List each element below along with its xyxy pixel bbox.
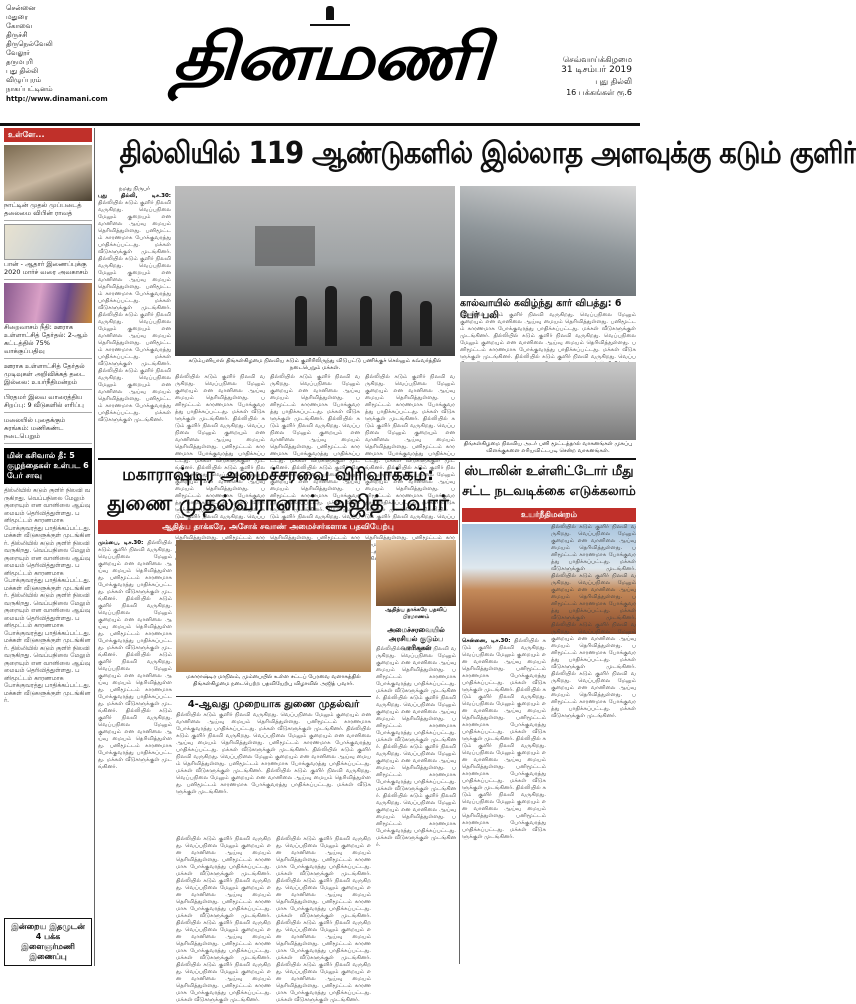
- fire-story-title[interactable]: மின் கசிவால் தீ: 5 குழந்தைகள் உள்பட 6 பேர் சாவு: [4, 448, 92, 484]
- foggy-road-caption: திங்கள்கிழமை நிலவிய அடர் பனி மூட்டத்தால் வாகனங்கள் முகப்பு விளக்குகளை எரியவிட்டபடி சென்ற வாகனங்கள்.: [463, 441, 633, 454]
- city: சென்னை: [6, 4, 36, 12]
- city: கோவை: [6, 22, 33, 30]
- dynasty-box-text: [376, 646, 456, 964]
- inside-item-text: சிறைவாசம் நீதி: ஊராக உள்ளாட்சித் தேர்தல்: 2-ஆம் கட்டத்தில் 75% வாக்குப்பதிவு: [4, 323, 88, 355]
- aadhaar-card-image: [4, 224, 92, 260]
- story-text: [551, 524, 636, 719]
- foggy-road-photo: [460, 362, 636, 440]
- inside-item-text: நாட்டின் முதல் முப்படைத் தலைமை விபின் ராவத்: [4, 201, 82, 217]
- voters-photo: [4, 283, 92, 323]
- stalin-dateline: சென்னை, டிச.30:: [462, 638, 511, 644]
- maha-col-1: [98, 540, 172, 964]
- logo-text: தினமணி: [171, 20, 489, 95]
- masthead-rule: [0, 123, 640, 126]
- maha-subhead-band: ஆதித்ய தாக்கரே, அசோக் சவாண் அமைச்சர்களாக பதவியேற்பு: [98, 520, 458, 534]
- main-story-text: [98, 200, 171, 423]
- oath-ceremony-photo: [176, 540, 371, 672]
- city: தருமபுரி: [6, 58, 33, 66]
- main-dateline: புது தில்லி, டிச.30:: [98, 193, 171, 199]
- date-block: [522, 54, 632, 98]
- photo-figure: [360, 296, 372, 346]
- main-story-col-1: [98, 186, 171, 456]
- inside-column: [4, 128, 92, 966]
- maha-text: [98, 540, 172, 770]
- photo-figure: [295, 296, 307, 346]
- inside-header: உள்ளே...: [4, 128, 92, 142]
- main-headline[interactable]: தில்லியில் 119 ஆண்டுகளில் இல்லாத அளவுக்கு கடும் குளிர்: [119, 136, 856, 171]
- stalin-col-1: [462, 638, 546, 964]
- general-photo: [4, 145, 92, 201]
- maha-headline[interactable]: துணை முதல்வரானார் அஜித் பவார்: [107, 491, 449, 515]
- inside-item[interactable]: [4, 359, 92, 390]
- maha-col-3: [276, 836, 371, 964]
- city: புது தில்லி: [6, 67, 39, 75]
- column-divider: [94, 128, 95, 966]
- issue-edition: புது தில்லி: [595, 77, 632, 86]
- photo-figure: [420, 301, 432, 346]
- maha-dateline: மும்பை, டிச.30:: [98, 540, 144, 546]
- stalin-text: [462, 638, 546, 840]
- city: திருநெல்வேலி: [6, 40, 53, 48]
- city: விழுப்புரம்: [6, 76, 42, 84]
- inside-item[interactable]: [4, 390, 92, 413]
- main-story-col-2: [175, 374, 265, 456]
- inside-item[interactable]: [4, 142, 92, 221]
- dynasty-box-title[interactable]: அமைச்சரவையில் அரசியல் குடும்ப வாரிசுகள்: [387, 626, 445, 652]
- story-text: [176, 836, 271, 1003]
- aditya-photo: [376, 540, 456, 606]
- photo-figure: [390, 291, 402, 346]
- maha-subheading: 4-ஆவது முறையாக துணை முதல்வர்: [176, 696, 371, 711]
- main-story-col-4: [365, 374, 455, 456]
- stalin-col-2: [551, 524, 636, 964]
- car-accident-body: [460, 312, 636, 360]
- issue-date: 31 டிசம்பர் 2019: [561, 65, 632, 75]
- fire-story-body: [4, 487, 92, 787]
- inside-item-text: மலையில் புதைக்கும் சுரங்கம்: மணிகண்ட நடைபெறும்: [4, 416, 66, 440]
- fog-photo: [175, 186, 455, 356]
- stalin-headline[interactable]: ஸ்டாலின் உள்ளிட்டோர் மீது சட்ட நடவடிக்கை எடுக்கலாம்: [462, 464, 636, 499]
- edition-cities: [6, 4, 108, 104]
- stalin-band: உயர்நீதிமன்றம்: [462, 508, 636, 522]
- inside-item-text: பிரதமர் இலவ வாரைத்திய சிறப்பு: 9 வீடுகளில் எரிப்பு: [4, 393, 84, 409]
- inside-item-text: பான் - ஆதார் இணைப்புக்கு 2020 மார்ச் வரை அவகாசம்: [4, 260, 88, 276]
- aditya-caption: ஆதித்ய தாக்கரே பதவிப் பிரமாணம்: [385, 607, 447, 620]
- maha-sub-text: [176, 712, 371, 832]
- column-divider: [459, 462, 460, 964]
- car-accident-photo: [460, 186, 636, 296]
- inside-item[interactable]: [4, 221, 92, 280]
- main-byline: நமது நிருபர்: [118, 186, 151, 192]
- issue-day: செவ்வாய்க்கிழமை: [562, 55, 632, 64]
- story-text: [176, 712, 371, 795]
- main-story-col-3: [270, 374, 360, 456]
- city: திருச்சி: [6, 31, 28, 39]
- website-link[interactable]: http://www.dinamani.com: [6, 95, 108, 103]
- car-accident-title[interactable]: கால்வாயில் கவிழ்ந்து கார் விபத்து: 6 பேர் பலி: [460, 298, 622, 321]
- oath-ceremony-caption: மகாராஷ்டிர மாநிலம், மும்பையில் உள்ள சட்டப் பேரவை வளாகத்தில் திங்கள்கிழமை நடைபெற்ற பதவியேற்பு விழாவில் அஜித் பவார்.: [186, 674, 361, 687]
- inside-item[interactable]: [4, 413, 92, 444]
- masthead-logo: [171, 4, 489, 95]
- maha-headline-kicker[interactable]: மகாராஷ்டிர அமைச்சரவை விரிவாக்கம்:: [122, 465, 434, 485]
- issue-pages-price: 16 பக்கங்கள் ரூ.6: [566, 88, 632, 97]
- city: நாகப்பட்டினம்: [6, 85, 53, 93]
- city: மதுரை: [6, 13, 28, 21]
- maha-col-2: [176, 836, 271, 964]
- photo-bus-shape: [255, 226, 315, 266]
- photo-figure: [325, 286, 337, 346]
- supplement-notice: இன்றைய இதழுடன் 4 பக்க இளைஞர்மணி இணைப்பு: [4, 918, 92, 966]
- fog-photo-caption: கடும்பனியால் திங்கள்கிழமை நிலவிய கடும் குளிரிலிருந்து விடுபட்டு பணிக்குச் செல்லும் கவ்வர்த்தில் நடைபெறும் மக்கள்.: [188, 358, 442, 371]
- inside-item-text: ஊராக உள்ளாட்சித் தேர்தல் முடிவுகள் அறிவிக்கத் தடை இல்லை: உயர்நீதிமன்றம்: [4, 362, 86, 386]
- section-rule: [98, 458, 636, 460]
- story-text: [376, 646, 456, 848]
- city: வேலூர்: [6, 49, 30, 57]
- inside-item[interactable]: [4, 280, 92, 359]
- story-text: [276, 836, 371, 1003]
